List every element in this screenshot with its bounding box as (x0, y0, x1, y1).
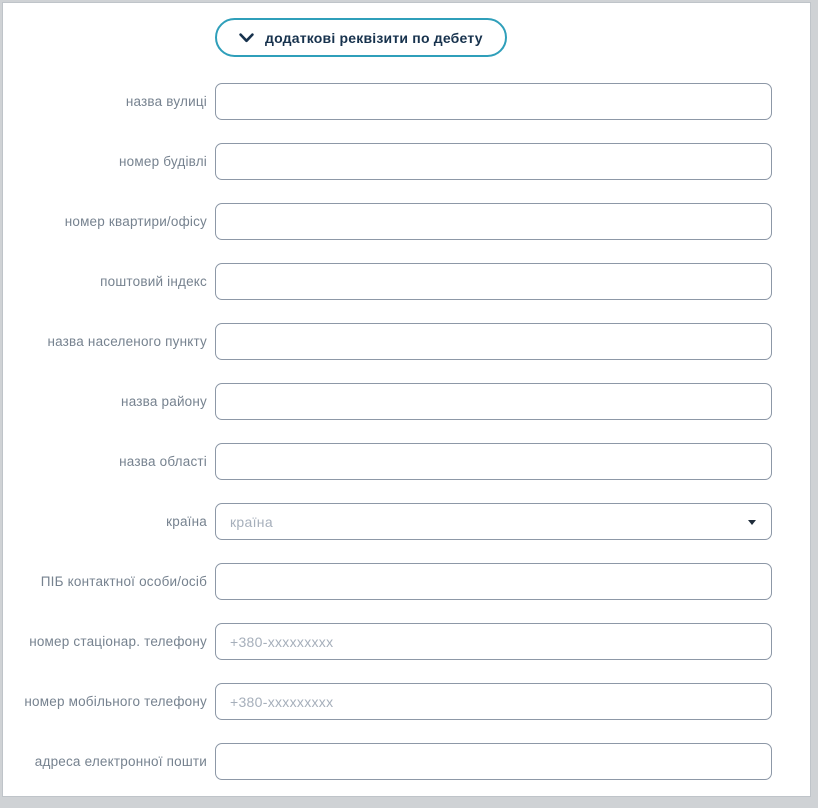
dropdown-arrow-icon[interactable] (748, 520, 756, 525)
field-control-district-name (215, 383, 772, 420)
form-row-country (24, 503, 772, 540)
additional-debit-details-toggle-button[interactable] (215, 18, 507, 57)
settlement-name-input[interactable] (215, 323, 772, 360)
field-label-street-name: назва вулиці (125, 94, 207, 109)
form-row-mobile-phone (24, 683, 772, 720)
form-row-postal-code (24, 263, 772, 300)
form-row-region-name (24, 443, 772, 480)
field-label-landline-phone: номер стаціонар. телефону (29, 634, 207, 649)
field-control-street-name (215, 83, 772, 120)
field-label-region-name: назва області (119, 454, 207, 469)
form-row-building-number (24, 143, 772, 180)
field-label-district-name: назва району (121, 394, 207, 409)
form-row-landline-phone (24, 623, 772, 660)
field-control-region-name (215, 443, 772, 480)
form-row-district-name (24, 383, 772, 420)
apartment-office-number-input[interactable] (215, 203, 772, 240)
field-control-apartment-office-number (215, 203, 772, 240)
form-row-street-name (24, 83, 772, 120)
field-control-landline-phone (215, 623, 772, 660)
email-address-input[interactable] (215, 743, 772, 780)
field-label-country: країна (166, 514, 207, 529)
field-control-country (215, 503, 772, 540)
district-name-input[interactable] (215, 383, 772, 420)
form-row-contact-person-name (24, 563, 772, 600)
street-name-input[interactable] (215, 83, 772, 120)
field-label-apartment-office-number: номер квартири/офісу (64, 214, 207, 229)
country-select[interactable] (215, 503, 772, 540)
form-row-email-address (24, 743, 772, 780)
chevron-down-icon (239, 33, 254, 43)
field-control-contact-person-name (215, 563, 772, 600)
field-label-postal-code: поштовий індекс (100, 274, 207, 289)
landline-phone-input[interactable] (215, 623, 772, 660)
field-control-building-number (215, 143, 772, 180)
field-label-settlement-name: назва населеного пункту (47, 334, 207, 349)
contact-person-name-input[interactable] (215, 563, 772, 600)
field-control-postal-code (215, 263, 772, 300)
toggle-button-label: додаткові реквізити по дебету (265, 29, 483, 46)
postal-code-input[interactable] (215, 263, 772, 300)
field-label-email-address: адреса електронної пошти (34, 754, 207, 769)
additional-debit-details-form (3, 83, 810, 780)
region-name-input[interactable] (215, 443, 772, 480)
field-label-building-number: номер будівлі (119, 154, 207, 169)
mobile-phone-input[interactable] (215, 683, 772, 720)
field-label-mobile-phone: номер мобільного телефону (24, 694, 207, 709)
field-control-mobile-phone (215, 683, 772, 720)
page (2, 2, 811, 797)
field-control-settlement-name (215, 323, 772, 360)
form-row-apartment-office-number (24, 203, 772, 240)
building-number-input[interactable] (215, 143, 772, 180)
field-control-email-address (215, 743, 772, 780)
field-label-contact-person-name: ПІБ контактної особи/осіб (40, 574, 207, 589)
form-row-settlement-name (24, 323, 772, 360)
